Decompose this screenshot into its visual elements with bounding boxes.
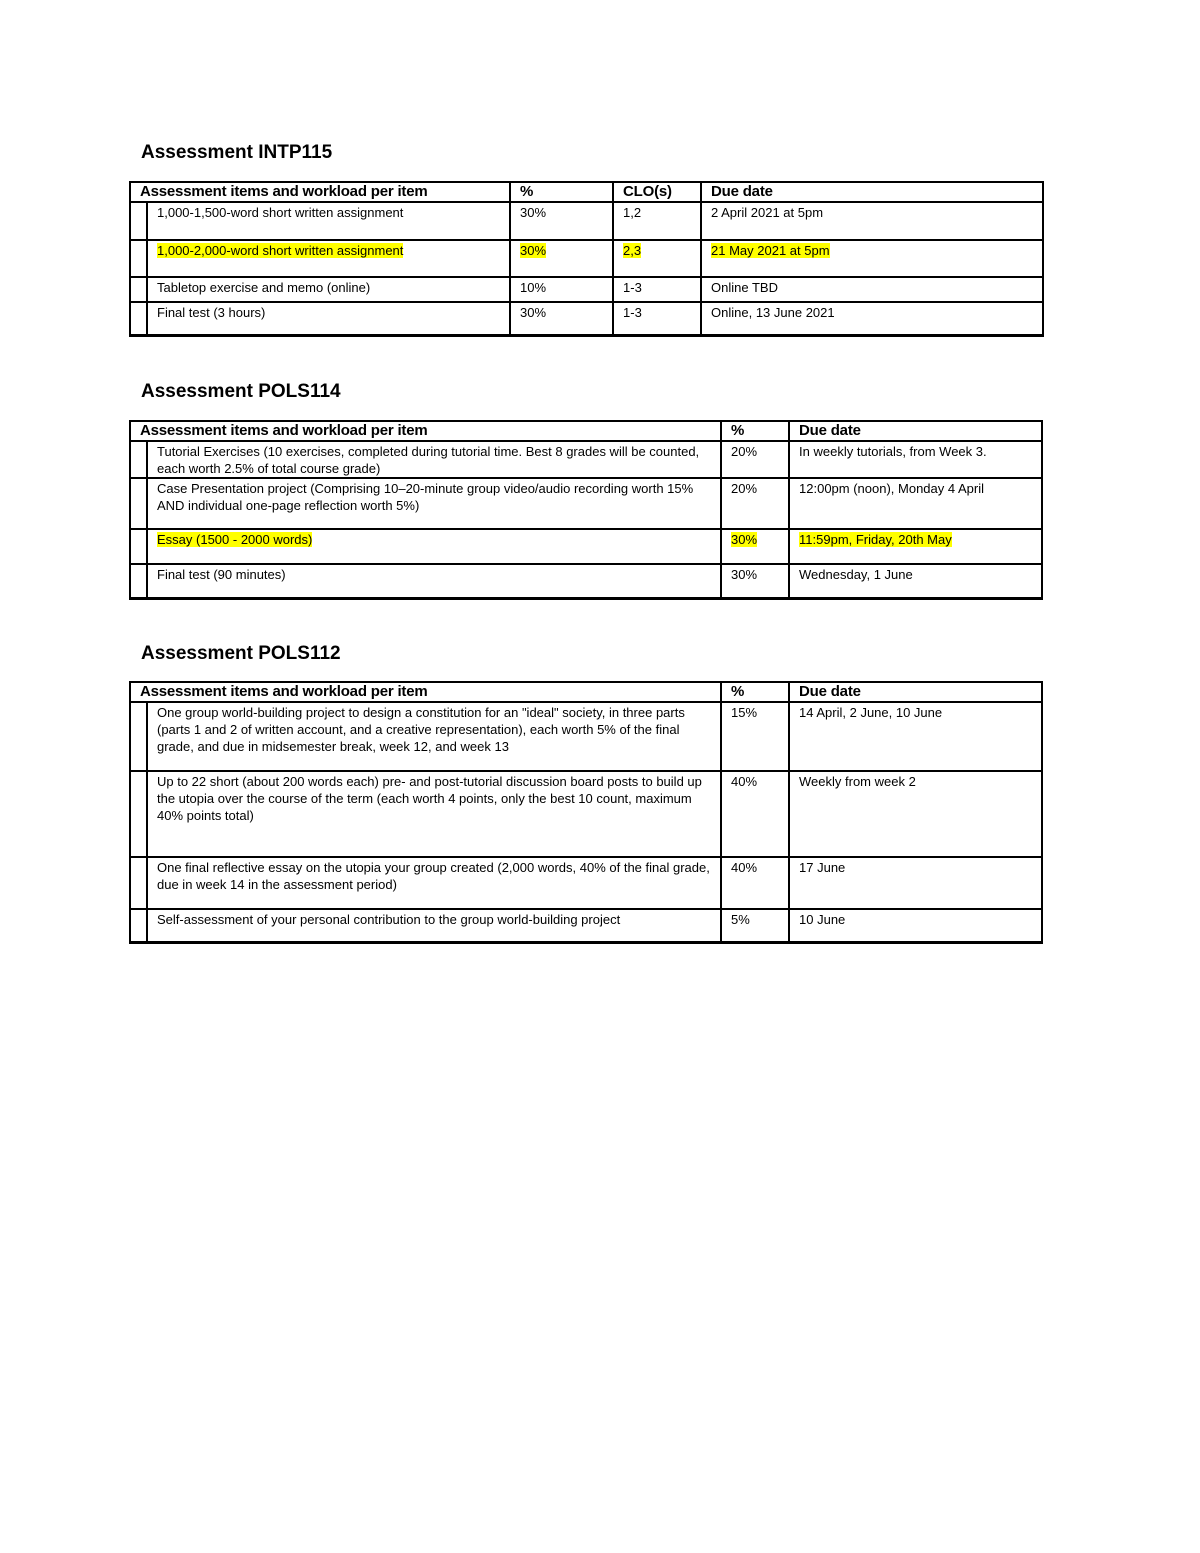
clo-text: 2,3 bbox=[623, 243, 642, 258]
item-text: Final test (3 hours) bbox=[157, 305, 266, 320]
row-stub bbox=[130, 302, 147, 335]
table-row bbox=[130, 564, 1042, 598]
cell-percent bbox=[721, 478, 789, 529]
cell-due-date bbox=[789, 771, 1042, 857]
header-due-date: Due date bbox=[789, 421, 1042, 441]
due-date-text: Weekly from week 2 bbox=[799, 774, 916, 789]
cell-due-date bbox=[701, 277, 1043, 302]
cell-due-date bbox=[789, 529, 1042, 564]
table-row bbox=[130, 857, 1042, 909]
percent-text: 30% bbox=[731, 532, 758, 547]
row-stub bbox=[130, 857, 147, 909]
percent-text: 15% bbox=[731, 705, 758, 720]
table-row bbox=[130, 202, 1043, 240]
cell-percent bbox=[510, 277, 613, 302]
percent-text: 20% bbox=[731, 444, 758, 459]
due-date-text: Online TBD bbox=[711, 280, 778, 295]
due-date-text: 10 June bbox=[799, 912, 846, 927]
due-date-text: 17 June bbox=[799, 860, 846, 875]
table-header-row bbox=[130, 421, 1042, 441]
clo-text: 1-3 bbox=[623, 305, 642, 320]
item-text: One group world-building project to design a constitution for an "ideal" society, in three parts (parts 1 and 2 of written account, and a creative representation), each worth 5% of the final grade, and due in midsemester break, week 12, and week 13 bbox=[157, 705, 685, 754]
cell-item bbox=[147, 857, 721, 909]
table-row bbox=[130, 441, 1042, 478]
item-text: Tabletop exercise and memo (online) bbox=[157, 280, 371, 295]
due-date-text: Online, 13 June 2021 bbox=[711, 305, 835, 320]
clo-text: 1-3 bbox=[623, 280, 642, 295]
cell-clo bbox=[613, 302, 701, 335]
due-date-text: Wednesday, 1 June bbox=[799, 567, 913, 582]
row-stub bbox=[130, 277, 147, 302]
due-date-text: 2 April 2021 at 5pm bbox=[711, 205, 824, 220]
due-date-text: 21 May 2021 at 5pm bbox=[711, 243, 830, 258]
due-date-text: 14 April, 2 June, 10 June bbox=[799, 705, 943, 720]
table-row bbox=[130, 529, 1042, 564]
cell-due-date bbox=[701, 202, 1043, 240]
row-stub bbox=[130, 478, 147, 529]
cell-clo bbox=[613, 240, 701, 277]
section-title-pols112: Assessment POLS112 bbox=[141, 643, 341, 664]
cell-clo bbox=[613, 202, 701, 240]
cell-due-date bbox=[789, 441, 1042, 478]
cell-due-date bbox=[789, 702, 1042, 771]
header-item: Assessment items and workload per item bbox=[130, 682, 721, 702]
row-stub bbox=[130, 240, 147, 277]
cell-due-date bbox=[701, 240, 1043, 277]
item-text: Self-assessment of your personal contribution to the group world-building project bbox=[157, 912, 621, 927]
row-stub bbox=[130, 441, 147, 478]
header-due-date: Due date bbox=[701, 182, 1043, 202]
header-clo: CLO(s) bbox=[613, 182, 701, 202]
table-row bbox=[130, 909, 1042, 942]
cell-item bbox=[147, 277, 510, 302]
percent-text: 40% bbox=[731, 774, 758, 789]
table-row bbox=[130, 771, 1042, 857]
table-row bbox=[130, 302, 1043, 335]
table-header-row bbox=[130, 682, 1042, 702]
cell-due-date bbox=[789, 857, 1042, 909]
section-title-intp115: Assessment INTP115 bbox=[141, 142, 333, 163]
item-text: Up to 22 short (about 200 words each) pre- and post-tutorial discussion board posts to build up the utopia over the course of the term (each worth 4 points, only the best 10 count, maximum 40% points total) bbox=[157, 774, 702, 823]
item-text: Final test (90 minutes) bbox=[157, 567, 286, 582]
row-stub bbox=[130, 529, 147, 564]
cell-item bbox=[147, 564, 721, 598]
cell-clo bbox=[613, 277, 701, 302]
clo-text: 1,2 bbox=[623, 205, 642, 220]
cell-percent bbox=[510, 302, 613, 335]
percent-text: 5% bbox=[731, 912, 750, 927]
table-row bbox=[130, 478, 1042, 529]
cell-percent bbox=[721, 441, 789, 478]
cell-percent bbox=[721, 909, 789, 942]
row-stub bbox=[130, 564, 147, 598]
cell-percent bbox=[721, 771, 789, 857]
row-stub bbox=[130, 771, 147, 857]
cell-due-date bbox=[701, 302, 1043, 335]
section-title-pols114: Assessment POLS114 bbox=[141, 381, 341, 402]
percent-text: 30% bbox=[520, 305, 547, 320]
cell-item bbox=[147, 702, 721, 771]
item-text: Tutorial Exercises (10 exercises, completed during tutorial time. Best 8 grades will be counted, each worth 2.5% of total course grade) bbox=[157, 444, 700, 476]
cell-item bbox=[147, 202, 510, 240]
cell-due-date bbox=[789, 564, 1042, 598]
item-text: Essay (1500 - 2000 words) bbox=[157, 532, 313, 547]
percent-text: 30% bbox=[520, 205, 547, 220]
cell-percent bbox=[510, 202, 613, 240]
cell-due-date bbox=[789, 478, 1042, 529]
item-text: Case Presentation project (Comprising 10–20-minute group video/audio recording worth 15% AND individual one-page reflection worth 5%) bbox=[157, 481, 694, 513]
row-stub bbox=[130, 702, 147, 771]
header-percent: % bbox=[721, 682, 789, 702]
header-due-date: Due date bbox=[789, 682, 1042, 702]
table-row bbox=[130, 277, 1043, 302]
cell-percent bbox=[721, 857, 789, 909]
percent-text: 30% bbox=[520, 243, 547, 258]
row-stub bbox=[130, 909, 147, 942]
cell-percent bbox=[721, 702, 789, 771]
percent-text: 40% bbox=[731, 860, 758, 875]
assessment-table-pols112 bbox=[129, 681, 1043, 944]
cell-item bbox=[147, 529, 721, 564]
row-stub bbox=[130, 202, 147, 240]
cell-item bbox=[147, 771, 721, 857]
cell-item bbox=[147, 441, 721, 478]
item-text: 1,000-1,500-word short written assignment bbox=[157, 205, 404, 220]
cell-item bbox=[147, 302, 510, 335]
percent-text: 30% bbox=[731, 567, 758, 582]
header-item: Assessment items and workload per item bbox=[130, 421, 721, 441]
due-date-text: 12:00pm (noon), Monday 4 April bbox=[799, 481, 985, 496]
item-text: One final reflective essay on the utopia your group created (2,000 words, 40% of the final grade, due in week 14 in the assessment period) bbox=[157, 860, 710, 892]
due-date-text: 11:59pm, Friday, 20th May bbox=[799, 532, 952, 547]
table-row bbox=[130, 240, 1043, 277]
assessment-table-intp115 bbox=[129, 181, 1044, 337]
cell-percent bbox=[721, 529, 789, 564]
cell-item bbox=[147, 240, 510, 277]
header-item: Assessment items and workload per item bbox=[130, 182, 510, 202]
cell-item bbox=[147, 909, 721, 942]
percent-text: 10% bbox=[520, 280, 547, 295]
table-row bbox=[130, 702, 1042, 771]
due-date-text: In weekly tutorials, from Week 3. bbox=[799, 444, 987, 459]
cell-due-date bbox=[789, 909, 1042, 942]
assessment-table-pols114 bbox=[129, 420, 1043, 600]
header-percent: % bbox=[510, 182, 613, 202]
percent-text: 20% bbox=[731, 481, 758, 496]
header-percent: % bbox=[721, 421, 789, 441]
cell-percent bbox=[510, 240, 613, 277]
cell-percent bbox=[721, 564, 789, 598]
table-header-row bbox=[130, 182, 1043, 202]
item-text: 1,000-2,000-word short written assignment bbox=[157, 243, 404, 258]
cell-item bbox=[147, 478, 721, 529]
